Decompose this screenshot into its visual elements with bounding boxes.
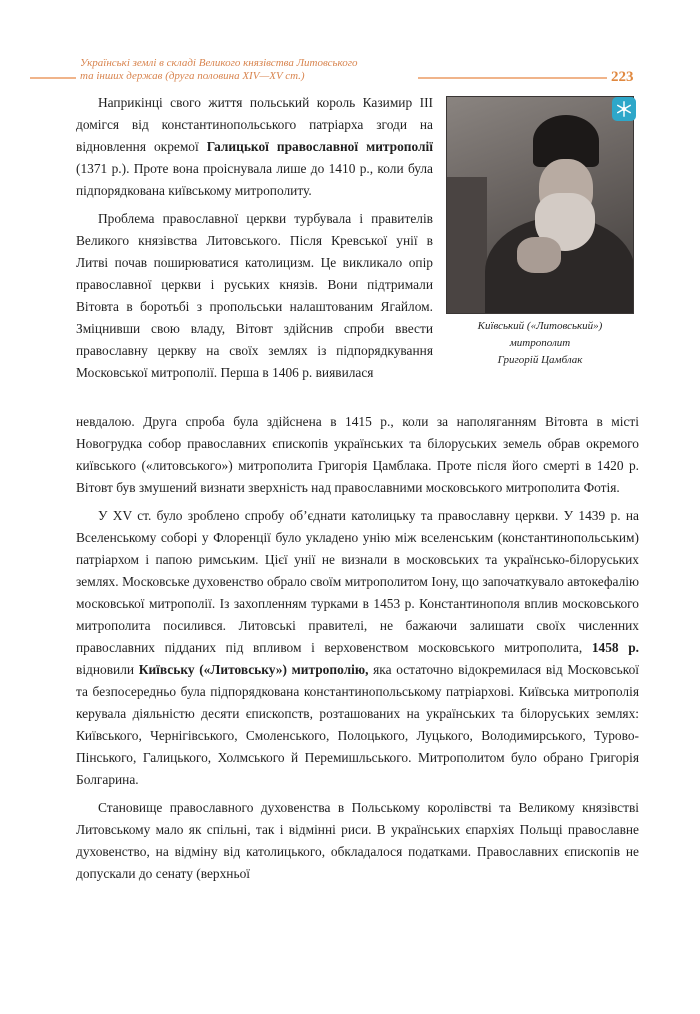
paragraph-2-start: Проблема православної церкви турбувала і правителів Великого князівства Литовського. Після Кревської унії в Литві почав поширюватися католицизм. Це викликало опір православної церкви і руських князів. Вони підтримали Вітовта в боротьбі з пропольськи налаштованим Ягайлом. Зміцнивши свою владу, Вітовт здійснив спроби ввести православну церкву на своїх землях із підпорядкування Московської митрополії. Перша в 1406 р. виявилася bbox=[76, 211, 433, 380]
p3-bold-term: Київську («Литовську») митрополію, bbox=[138, 662, 369, 677]
page-number: 223 bbox=[607, 69, 638, 86]
paragraph-2-continued: невдалою. Друга спроба була здійснена в 1415 р., коли за наполяганням Вітовта в місті Новогрудка собор православних єпископів українських та білоруських земель обрав окремого київського («литовського») митрополита Григорія Цамблака. Проте після його смерті в 1420 р. Вітовт був змушений визнати зверхність над православними московського митрополита Фотія. bbox=[76, 414, 639, 495]
p3-text-c: відновили bbox=[76, 662, 139, 677]
paragraph-1 bbox=[76, 92, 433, 202]
header-rule-right bbox=[418, 77, 638, 79]
p3-bold-year: 1458 р. bbox=[591, 640, 639, 655]
snowflake-icon bbox=[612, 97, 636, 121]
text-column bbox=[76, 92, 433, 384]
p3-text-e: яка остаточно відокремилася від Московської та безпосередньо була підпорядкована константинопольському патріархові. Київська митрополія керувала діяльністю десяти єпископств, розташованих на українських та білоруських землях: Київського, Чернігівського, Смоленського, Полоцького, Луцького, Володимирського, Турово-Пінського, Галицького, Холмського й Перемишльського. Митрополитом було обрано Григорія Болгарина. bbox=[76, 662, 639, 787]
header-title-line2: та інших держав (друга половина XIV—XV ст.) bbox=[80, 70, 305, 82]
caption-line3: Григорій Цамблак bbox=[497, 354, 583, 366]
caption-line2: митрополит bbox=[509, 337, 571, 349]
paragraph-4: Становище православного духовенства в Польському королівстві та Великому князівстві Литовському мало як спільні, так і відмінні риси. В українських єпархіях Польщі православне духовенство, на відміну від католицького, обкладалося податками. Православних єпископів не допускали до сенату (верхньої bbox=[76, 800, 639, 881]
figure-caption bbox=[442, 318, 638, 369]
p1-text-c: (1371 р.). Проте вона проіснувала лише до 1410 р., коли була підпорядкована київському митрополиту. bbox=[76, 161, 433, 198]
header-rule-left bbox=[30, 77, 76, 79]
header-title bbox=[80, 57, 420, 83]
portrait-image bbox=[446, 96, 634, 314]
p3-text-a: У XV ст. було зроблено спробу об’єднати католицьку та православну церкви. У 1439 р. на Вселенському соборі у Флоренції було укладено унію між вселенським (константинопольським) патріархом і папою римським. Цієї унії не визнали в московських та українсько-білоруських землях. Московське духовенство обрало своїм митрополитом Іону, що започаткувало автокефалію московської митрополії. Із захопленням турками в 1453 р. Константинополя вплив московського митрополита посилився. Литовські правителі, не бажаючи залишати своїх численних православних підданих під впливом і верховенством московського митрополита, bbox=[76, 508, 639, 655]
p1-text-a: Наприкінці свого життя польський король Казимир III домігся від константинопольського патріарха згоди на відновлення окремої bbox=[76, 95, 433, 154]
p1-bold-term: Галицької православної митрополії bbox=[206, 139, 433, 154]
paragraph-3 bbox=[76, 505, 639, 791]
running-header bbox=[0, 55, 700, 91]
header-title-line1: Українські землі в складі Великого князівства Литовського bbox=[80, 57, 358, 69]
caption-line1: Київський («Литовський») bbox=[477, 320, 603, 332]
text-full-width bbox=[76, 411, 639, 885]
